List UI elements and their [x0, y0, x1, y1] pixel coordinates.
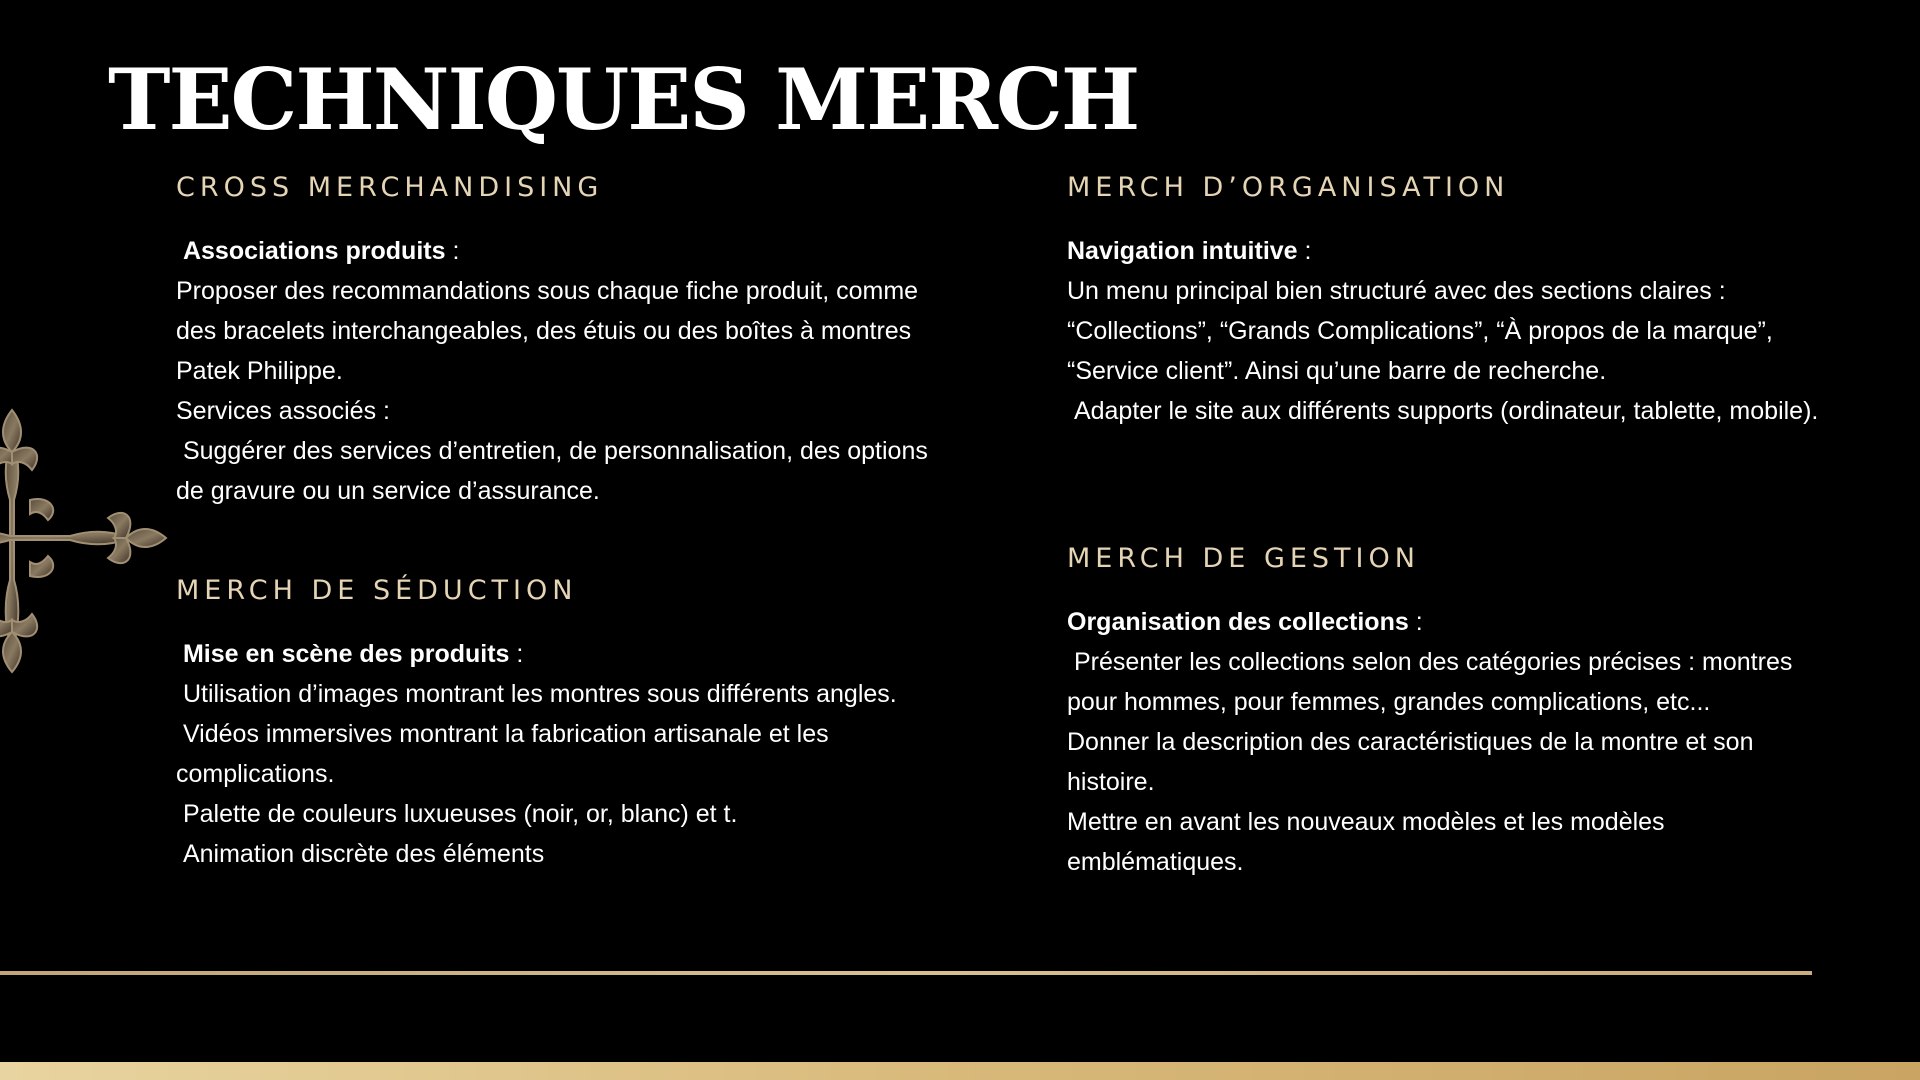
- label-suffix: :: [445, 237, 460, 266]
- calatrava-cross-icon: [0, 400, 170, 680]
- bold-label: Organisation des collections: [1067, 608, 1409, 637]
- label-suffix: :: [509, 640, 524, 669]
- section-heading-cross-merchandising: CROSS MERCHANDISING: [176, 172, 604, 203]
- paragraph: Proposer des recommandations sous chaque fiche produit, comme des bracelets interchangeables, des étuis ou des boîtes à montres Patek Philippe.: [176, 277, 926, 386]
- gold-divider: [0, 971, 1812, 975]
- paragraph: Palette de couleurs luxueuses (noir, or, blanc) et t.: [176, 800, 738, 829]
- paragraph: [1067, 602, 1827, 642]
- paragraph: Donner la description des caractéristiques de la montre et son histoire.: [1067, 728, 1761, 797]
- section-body: [176, 634, 936, 874]
- bold-label: Associations produits: [182, 237, 446, 266]
- paragraph: [176, 634, 936, 674]
- paragraph: Vidéos immersives montrant la fabrication artisanale et les complications.: [176, 720, 836, 789]
- paragraph: Utilisation d’images montrant les montres sous différents angles.: [176, 680, 897, 709]
- label-suffix: :: [1408, 608, 1423, 637]
- paragraph: Adapter le site aux différents supports (ordinateur, tablette, mobile).: [1067, 397, 1819, 426]
- paragraph: Animation discrète des éléments: [176, 840, 545, 869]
- bold-label: Mise en scène des produits: [182, 640, 510, 669]
- page-title: TECHNIQUES MERCH: [108, 50, 1139, 149]
- paragraph: Services associés :: [176, 397, 390, 426]
- label-suffix: :: [1297, 237, 1312, 266]
- section-cross-merchandising: [176, 170, 936, 511]
- section-heading-merch-organisation: MERCH D’ORGANISATION: [1067, 172, 1510, 203]
- paragraph: Suggérer des services d’entretien, de personnalisation, des options de gravure ou un service d’assurance.: [176, 437, 935, 506]
- section-heading-merch-seduction: MERCH DE SÉDUCTION: [176, 575, 578, 606]
- section-body: [176, 231, 936, 511]
- paragraph: Présenter les collections selon des catégories précises : montres pour hommes, pour femmes, grandes complications, etc...: [1067, 648, 1800, 717]
- paragraph: Un menu principal bien structuré avec des sections claires : “Collections”, “Grands Complications”, “À propos de la marque”, “Service client”. Ainsi qu’une barre de recherche.: [1067, 277, 1780, 386]
- gold-footer-band: [0, 1062, 1920, 1080]
- paragraph: [176, 231, 936, 271]
- section-merch-gestion: [1067, 541, 1827, 882]
- paragraph: Mettre en avant les nouveaux modèles et les modèles emblématiques.: [1067, 808, 1672, 877]
- section-body: [1067, 602, 1827, 882]
- section-merch-organisation: [1067, 170, 1867, 431]
- section-merch-seduction: [176, 573, 936, 874]
- paragraph: [1067, 231, 1867, 271]
- section-body: [1067, 231, 1867, 431]
- bold-label: Navigation intuitive: [1067, 237, 1298, 266]
- section-heading-merch-gestion: MERCH DE GESTION: [1067, 543, 1420, 574]
